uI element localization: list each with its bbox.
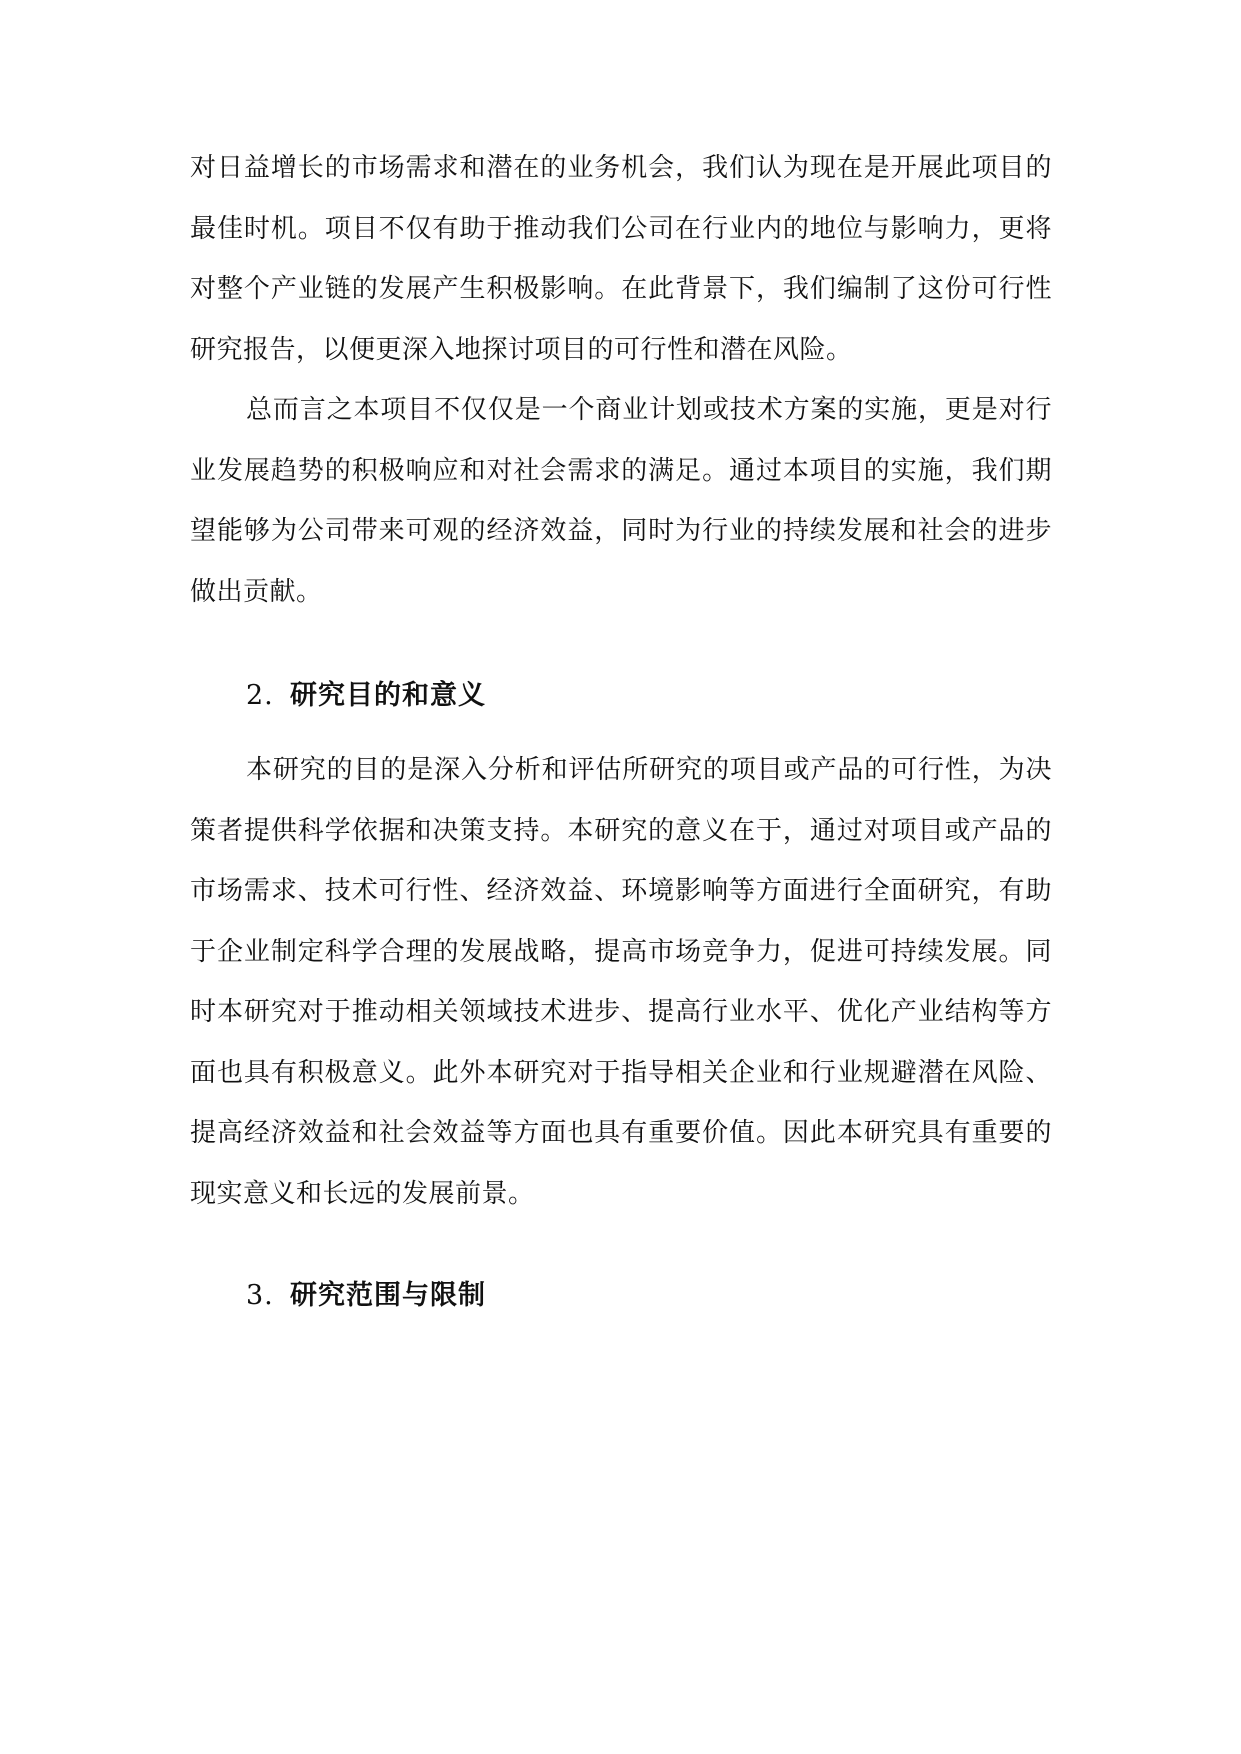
- section-title: 研究范围与限制: [290, 1280, 486, 1311]
- section-title: 研究目的和意义: [290, 680, 486, 711]
- section-heading-purpose: [190, 666, 1052, 726]
- section-heading-scope: [190, 1266, 1052, 1326]
- purpose-paragraph: 本研究的目的是深入分析和评估所研究的项目或产品的可行性，为决策者提供科学依据和决策支持。本研究的意义在于，通过对项目或产品的市场需求、技术可行性、经济效益、环境影响等方面进行全面研究，有助于企业制定科学合理的发展战略，提高市场竞争力，促进可持续发展。同时本研究对于推动相关领域技术进步、提高行业水平、优化产业结构等方面也具有积极意义。此外本研究对于指导相关企业和行业规避潜在风险、提高经济效益和社会效益等方面也具有重要价值。因此本研究具有重要的现实意义和长远的发展前景。: [190, 755, 1052, 1209]
- section-number: 2.: [246, 680, 274, 711]
- intro-paragraph-continued: 对日益增长的市场需求和潜在的业务机会，我们认为现在是开展此项目的最佳时机。项目不仅有助于推动我们公司在行业内的地位与影响力，更将对整个产业链的发展产生积极影响。在此背景下，我们编制了这份可行性研究报告，以便更深入地探讨项目的可行性和潜在风险。: [190, 153, 1052, 365]
- document-body: [190, 138, 1052, 1326]
- section-number: 3.: [246, 1280, 274, 1311]
- intro-paragraph-summary: 总而言之本项目不仅仅是一个商业计划或技术方案的实施，更是对行业发展趋势的积极响应和对社会需求的满足。通过本项目的实施，我们期望能够为公司带来可观的经济效益，同时为行业的持续发展和社会的进步做出贡献。: [190, 395, 1052, 607]
